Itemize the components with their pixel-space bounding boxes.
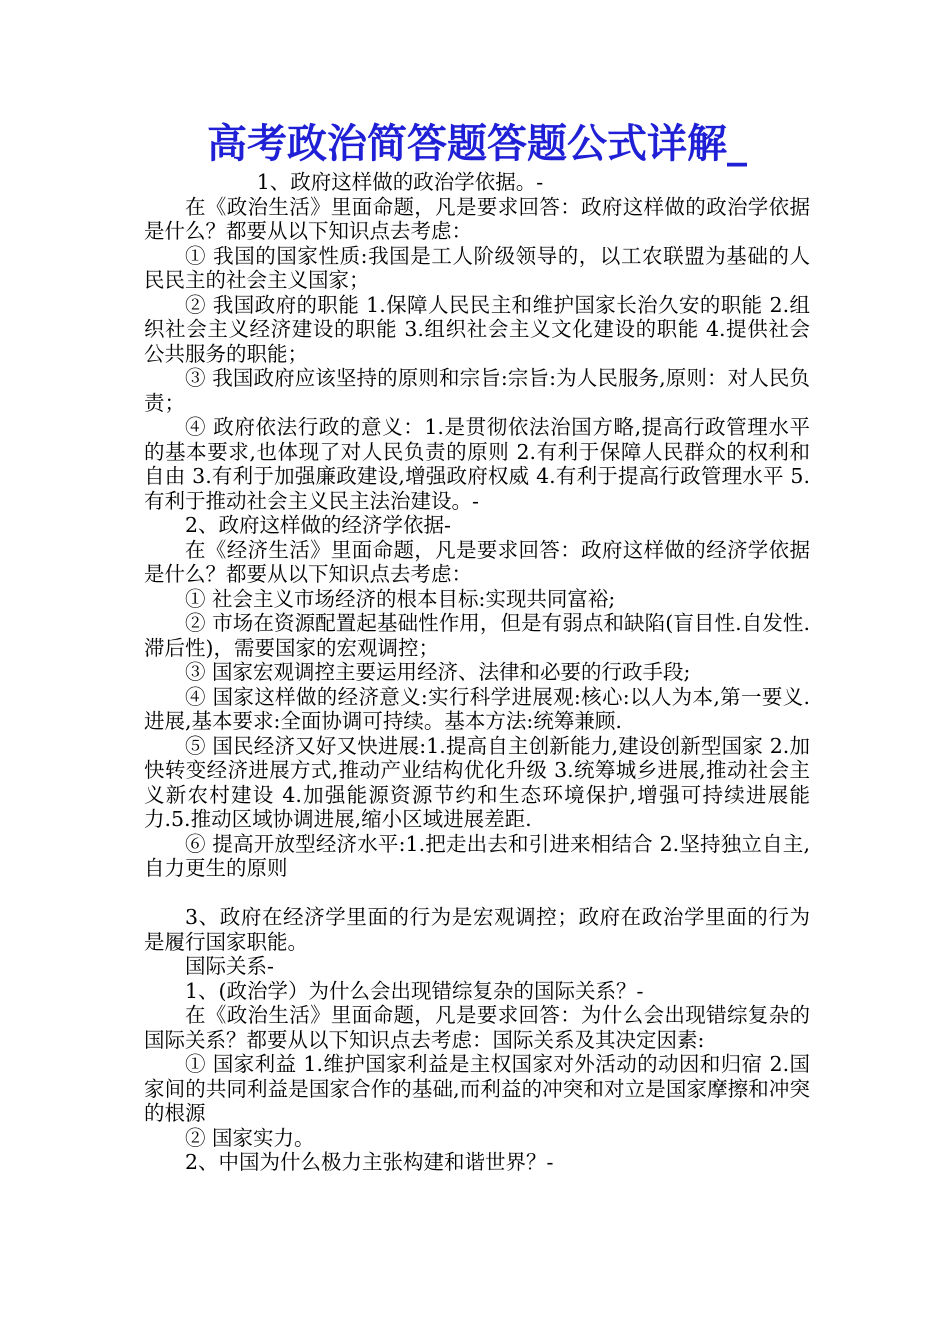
paragraph: 在《经济生活》里面命题，凡是要求回答：政府这样做的经济学依据是什么？都要从以下知识点去考虑： [144, 537, 810, 586]
paragraph: ⑥ 提高开放型经济水平:1.把走出去和引进来相结合 2.坚持独立自主,自力更生的原则 [144, 831, 810, 880]
paragraph: ③ 国家宏观调控主要运用经济、法律和必要的行政手段; [185, 660, 691, 684]
section-heading: 1、政府这样做的政治学依据。- [256, 170, 544, 194]
section-heading: 国际关系- [185, 954, 274, 978]
document-title: 高考政治简答题答题公式详解_ [207, 120, 747, 167]
paragraph: ① 国家利益 1.维护国家利益是主权国家对外活动的动因和归宿 2.国家间的共同利益是国家合作的基础,而利益的冲突和对立是国家摩擦和冲突的根源 [144, 1052, 810, 1125]
paragraph: ⑤ 国民经济又好又快进展:1.提高自主创新能力,建设创新型国家 2.加快转变经济进展方式,推动产业结构优化升级 3.统筹城乡进展,推动社会主义新农村建设 4.加强能源资源节约和生态环境保护,增强可持续进展能力.5.推动区域协调进展,缩小区域进展差距. [144, 733, 810, 831]
paragraph: ① 我国的国家性质:我国是工人阶级领导的，以工农联盟为基础的人民民主的社会主义国家； [144, 243, 810, 292]
paragraph: ② 国家实力。 [185, 1125, 315, 1150]
paragraph: ② 市场在资源配置起基础性作用，但是有弱点和缺陷(盲目性.自发性.滞后性)，需要国家的宏观调控； [144, 611, 810, 660]
paragraph: 3、政府在经济学里面的行为是宏观调控；政府在政治学里面的行为是履行国家职能。 [144, 905, 810, 954]
section-heading: 2、中国为什么极力主张构建和谐世界？- [185, 1150, 554, 1174]
paragraph: ④ 国家这样做的经济意义:实行科学进展观:核心:以人为本,第一要义.进展,基本要求:全面协调可持续。基本方法:统筹兼顾. [144, 684, 810, 733]
paragraph: ④ 政府依法行政的意义：1.是贯彻依法治国方略,提高行政管理水平的基本要求,也体现了对人民负责的原则 2.有利于保障人民群众的权利和自由 3.有利于加强廉政建设,增强政府权威 4.有利于提高行政管理水平 5.有利于推动社会主义民主法治建设。- [144, 415, 810, 513]
paragraph: 在《政治生活》里面命题，凡是要求回答：为什么会出现错综复杂的国际关系？都要从以下知识点去考虑：国际关系及其决定因素: [144, 1003, 810, 1052]
paragraph: 在《政治生活》里面命题，凡是要求回答：政府这样做的政治学依据是什么？都要从以下知识点去考虑： [144, 194, 810, 243]
paragraph: ① 社会主义市场经济的根本目标:实现共同富裕; [185, 586, 616, 611]
section-heading: 2、政府这样做的经济学依据- [185, 513, 451, 537]
section-heading: 1、(政治学）为什么会出现错综复杂的国际关系？- [185, 978, 644, 1003]
blank-line [144, 881, 810, 906]
paragraph: ② 我国政府的职能 1.保障人民民主和维护国家长治久安的职能 2.组织社会主义经济建设的职能 3.组织社会主义文化建设的职能 4.提供社会公共服务的职能； [144, 292, 810, 366]
paragraph: ③ 我国政府应该坚持的原则和宗旨:宗旨:为人民服务,原则：对人民负责； [144, 366, 810, 415]
